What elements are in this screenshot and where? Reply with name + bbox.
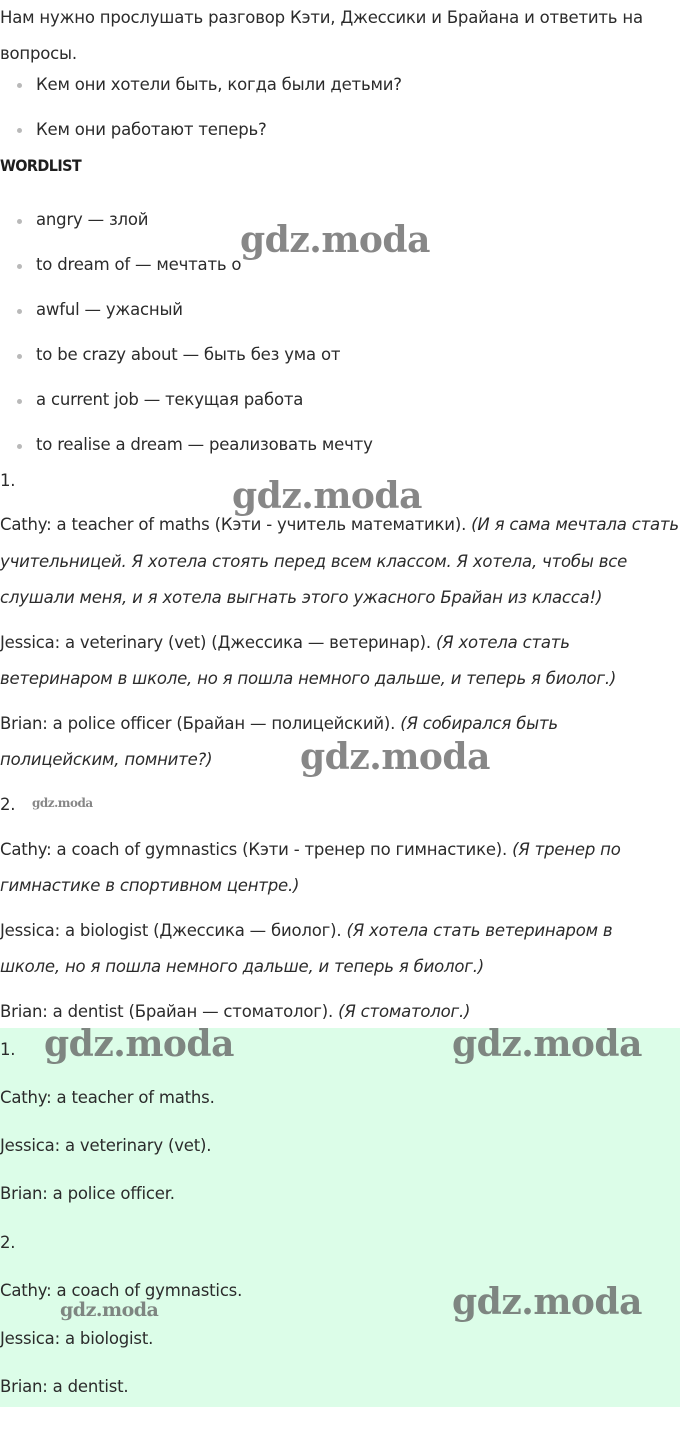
- answer-cathy-1: Cathy: a teacher of maths.: [0, 1088, 215, 1107]
- jessica-answer-2: [0, 919, 612, 943]
- brian-main-text: Brian: a police officer (Брайан — полицейский).: [0, 714, 401, 733]
- jessica-main-text: Jessica: a veterinary (vet) (Джессика — ветеринар).: [0, 633, 436, 652]
- brian-translation-line-2: полицейским, помните?): [0, 750, 213, 769]
- cathy-translation-line-3: слушали меня, и я хотела выгнать этого ужасного Брайан из класса!): [0, 588, 603, 607]
- answer-number-2: 2.: [0, 1233, 16, 1252]
- watermark-logo: gdz.moda: [452, 1281, 642, 1323]
- wordlist-item: angry — злой: [36, 210, 149, 229]
- answer-jessica-1: Jessica: a veterinary (vet).: [0, 1136, 212, 1155]
- cathy-main-text: Cathy: a teacher of maths (Кэти - учитель математики).: [0, 515, 472, 534]
- brian-answer-2: [0, 1000, 470, 1024]
- wordlist-item: a current job — текущая работа: [36, 390, 304, 409]
- jessica-translation: (Я хотела стать ветеринаром в: [346, 921, 613, 940]
- cathy-translation: (Я тренер по: [512, 840, 621, 859]
- answer-number-1: 1.: [0, 1040, 16, 1059]
- cathy-main-text: Cathy: a coach of gymnastics (Кэти - тренер по гимнастике).: [0, 840, 513, 859]
- wordlist-item: awful — ужасный: [36, 300, 183, 319]
- wordlist-item: to realise a dream — реализовать мечту: [36, 435, 373, 454]
- intro-text-line-2: вопросы.: [0, 44, 77, 63]
- answer-brian-2: Brian: a dentist.: [0, 1377, 129, 1396]
- brian-translation: (Я собирался быть: [400, 714, 558, 733]
- bullet-marker: [17, 219, 22, 224]
- watermark-logo: gdz.moda: [300, 736, 490, 778]
- cathy-translation: (И я сама мечтала стать: [471, 515, 679, 534]
- answer-jessica-2: Jessica: a biologist.: [0, 1329, 154, 1348]
- jessica-answer-1: [0, 631, 570, 655]
- watermark-logo: gdz.moda: [240, 219, 430, 261]
- bullet-marker: [17, 399, 22, 404]
- brian-translation: (Я стоматолог.): [338, 1002, 471, 1021]
- bullet-marker: [17, 128, 22, 133]
- jessica-translation-line-2: ветеринаром в школе, но я пошла немного дальше, и теперь я биолог.): [0, 669, 617, 688]
- wordlist-heading: WORDLIST: [0, 156, 82, 175]
- wordlist-item: to dream of — мечтать о: [36, 255, 242, 274]
- section-number-1: 1.: [0, 471, 16, 490]
- jessica-translation: (Я хотела стать: [435, 633, 570, 652]
- answer-cathy-2: Cathy: a coach of gymnastics.: [0, 1281, 243, 1300]
- watermark-logo: gdz.moda: [60, 1299, 159, 1321]
- watermark-logo: gdz.moda: [232, 475, 422, 517]
- brian-answer-1: [0, 712, 558, 736]
- watermark-logo: gdz.moda: [44, 1023, 234, 1065]
- answer-brian-1: Brian: a police officer.: [0, 1184, 175, 1203]
- bullet-marker: [17, 354, 22, 359]
- intro-text-line-1: Нам нужно прослушать разговор Кэти, Джессики и Брайана и ответить на: [0, 8, 643, 27]
- watermark-logo: gdz.moda: [452, 1023, 642, 1065]
- bullet-marker: [17, 309, 22, 314]
- jessica-translation-line-2: школе, но я пошла немного дальше, и теперь я биолог.): [0, 957, 485, 976]
- bullet-marker: [17, 83, 22, 88]
- cathy-translation-line-2: учительницей. Я хотела стоять перед всем классом. Я хотела, чтобы все: [0, 552, 628, 571]
- section-number-2: 2.: [0, 795, 16, 814]
- watermark-logo: gdz.moda: [32, 796, 93, 810]
- question-item: Кем они работают теперь?: [36, 120, 267, 139]
- question-item: Кем они хотели быть, когда были детьми?: [36, 75, 402, 94]
- bullet-marker: [17, 264, 22, 269]
- bullet-marker: [17, 444, 22, 449]
- cathy-translation-line-2: гимнастике в спортивном центре.): [0, 876, 300, 895]
- jessica-main-text: Jessica: a biologist (Джессика — биолог).: [0, 921, 347, 940]
- brian-main-text: Brian: a dentist (Брайан — стоматолог).: [0, 1002, 339, 1021]
- wordlist-item: to be crazy about — быть без ума от: [36, 345, 341, 364]
- cathy-answer-2: [0, 838, 621, 862]
